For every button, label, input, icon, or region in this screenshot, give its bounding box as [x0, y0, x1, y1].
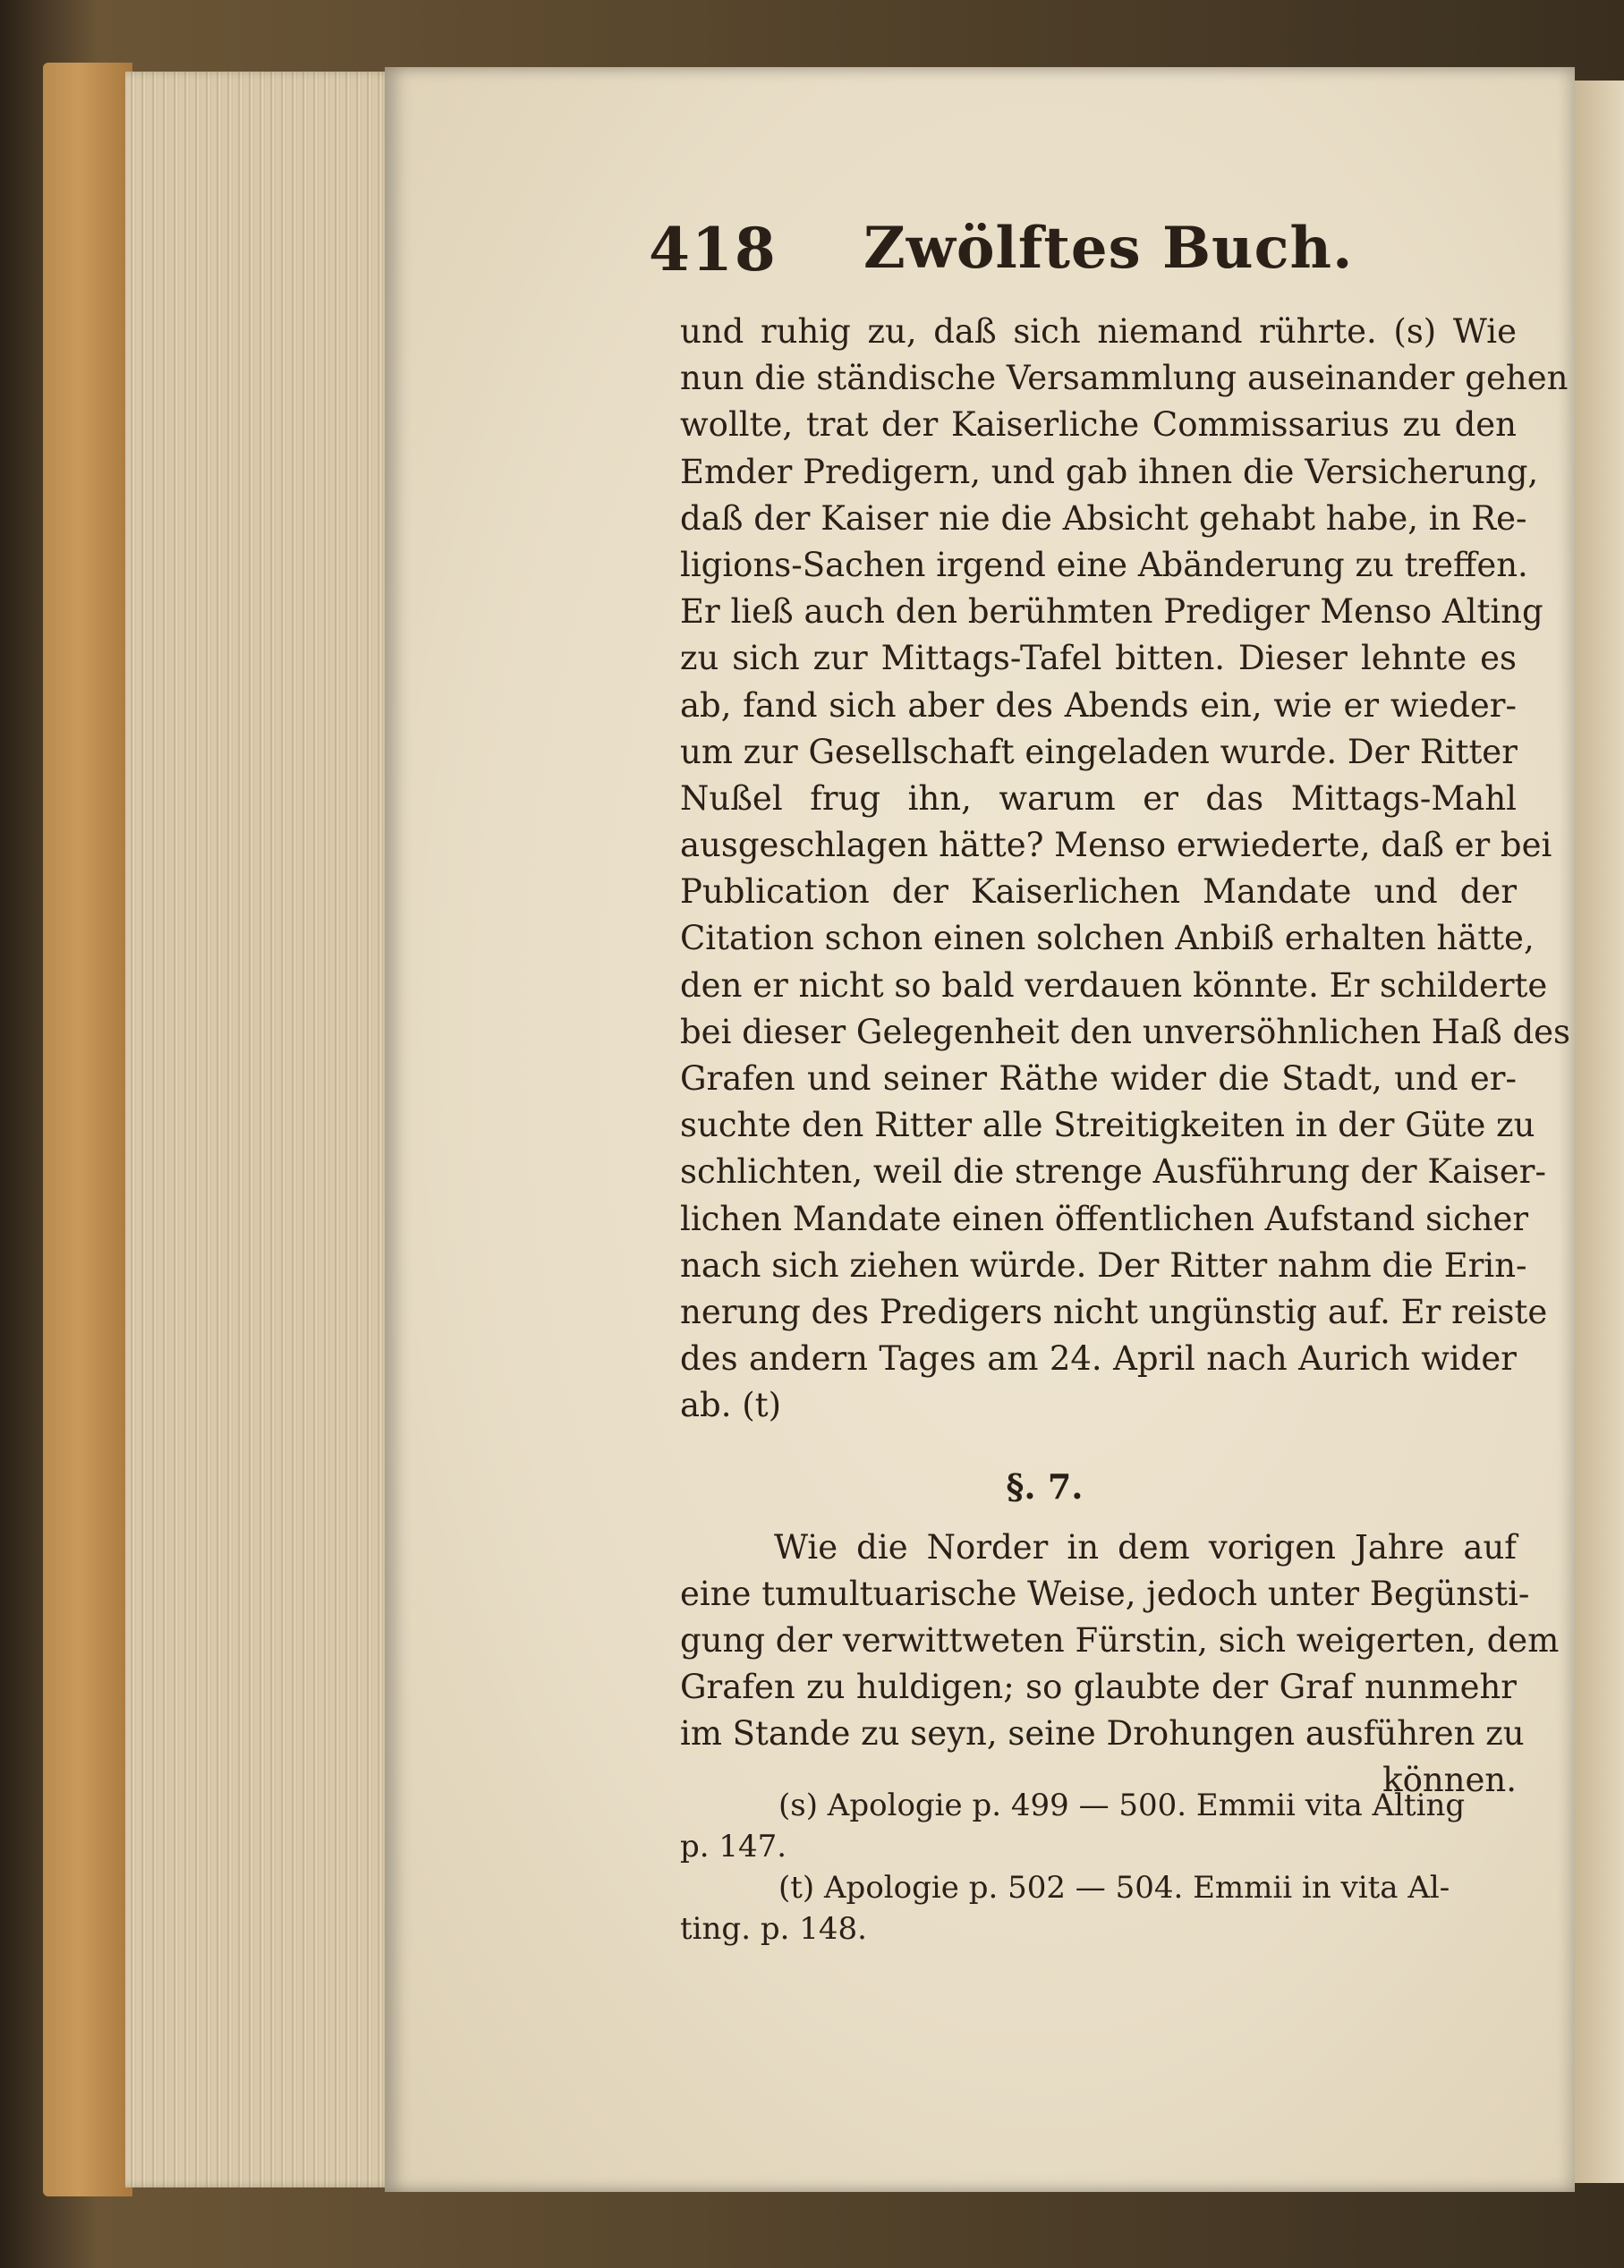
text-line: lichen Mandate einen öffentlichen Aufstand sicher: [680, 1199, 1529, 1238]
facing-page-edge: [1575, 81, 1624, 2183]
text-line: im Stande zu seyn, seine Drohungen ausführen zu: [680, 1714, 1525, 1754]
page-header: [649, 215, 1543, 295]
text-line: Citation schon einen solchen Anbiß erhalten hätte,: [680, 919, 1535, 958]
text-line: um zur Gesellschaft eingeladen wurde. Der Ritter: [680, 732, 1518, 771]
page-edges: [125, 72, 394, 2187]
text-line: daß der Kaiser nie die Absicht gehabt habe, in Re-: [680, 498, 1527, 538]
section-heading: §. 7.: [1006, 1465, 1084, 1507]
page-number: 418: [649, 215, 778, 285]
text-line: Er ließ auch den berühmten Prediger Menso Alting: [680, 592, 1543, 632]
text-line: gung der verwittweten Fürstin, sich weigerten, dem: [680, 1620, 1560, 1660]
text-line: des andern Tages am 24. April nach Aurich wider: [680, 1339, 1517, 1379]
text-line: Emder Predigern, und gab ihnen die Versicherung,: [680, 452, 1539, 491]
text-line: Publication der Kaiserlichen Mandate und der: [680, 872, 1517, 912]
footnotes: [680, 1785, 1517, 1949]
running-title: Zwölftes Buch.: [863, 215, 1354, 282]
text-line: Grafen und seiner Räthe wider die Stadt, und er-: [680, 1059, 1517, 1098]
text-line: suchte den Ritter alle Streitigkeiten in der Güte zu: [680, 1106, 1535, 1145]
text-line: ab, fand sich aber des Abends ein, wie er wieder-: [680, 685, 1517, 725]
text-line: nach sich ziehen würde. Der Ritter nahm die Erin-: [680, 1245, 1527, 1285]
text-line: zu sich zur Mittags-Tafel bitten. Dieser lehnte es: [680, 639, 1517, 678]
footnote-line: ting. p. 148.: [680, 1911, 867, 1947]
text-line: ab. (t): [680, 1386, 782, 1425]
text-line: den er nicht so bald verdauen könnte. Er schilderte: [680, 965, 1548, 1005]
main-text: [680, 309, 1571, 1805]
text-line: bei dieser Gelegenheit den unversöhnlichen Haß des: [680, 1012, 1571, 1051]
text-line: Nußel frug ihn, warum er das Mittags-Mahl: [680, 778, 1517, 818]
text-line: wollte, trat der Kaiserliche Commissarius zu den: [680, 405, 1517, 445]
text-line: und ruhig zu, daß sich niemand rührte. (s) Wie: [680, 312, 1517, 351]
text-line: schlichten, weil die strenge Ausführung der Kaiser-: [680, 1152, 1546, 1192]
footnote-line: (s) Apologie p. 499 — 500. Emmii vita Alting: [778, 1788, 1466, 1823]
text-line: nun die ständische Versammlung auseinander gehen: [680, 359, 1569, 398]
text-line: ligions-Sachen irgend eine Abänderung zu treffen.: [680, 545, 1528, 584]
text-line: können.: [1382, 1761, 1517, 1800]
footnote-line: (t) Apologie p. 502 — 504. Emmii in vita Al-: [778, 1870, 1450, 1906]
text-line: eine tumultuarische Weise, jedoch unter Begünsti-: [680, 1574, 1530, 1613]
text-line: Grafen zu huldigen; so glaubte der Graf nunmehr: [680, 1668, 1517, 1707]
footnote-line: p. 147.: [680, 1829, 787, 1865]
text-line: nerung des Predigers nicht ungünstig auf. Er reiste: [680, 1292, 1548, 1331]
text-line: ausgeschlagen hätte? Menso erwiederte, daß er bei: [680, 826, 1552, 865]
text-line: Wie die Norder in dem vorigen Jahre auf: [774, 1527, 1517, 1567]
book-cover-edge: [43, 63, 132, 2196]
